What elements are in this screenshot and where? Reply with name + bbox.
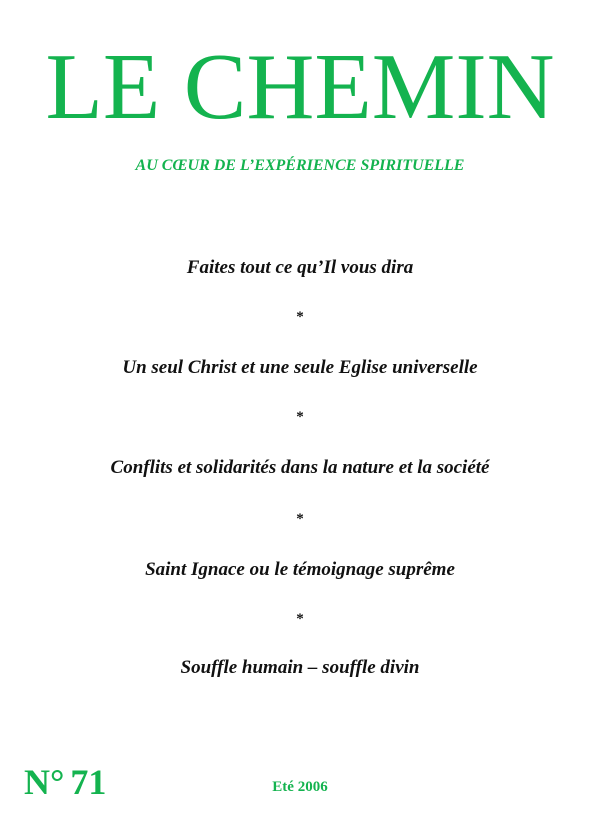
article-title: Conflits et solidarités dans la nature et la société xyxy=(110,457,490,478)
separator-asterisk: * xyxy=(296,409,304,425)
article-title: Souffle humain – souffle divin xyxy=(180,657,420,678)
issue-number-value: 71 xyxy=(70,762,107,802)
issue-label: N° xyxy=(24,762,65,802)
magazine-title: LE CHEMIN xyxy=(45,35,555,139)
separator-asterisk: * xyxy=(296,309,304,325)
magazine-subtitle: AU CŒUR DE L’EXPÉRIENCE SPIRITUELLE xyxy=(135,157,465,174)
article-title: Saint Ignace ou le témoignage suprême xyxy=(145,559,455,580)
article-title: Un seul Christ et une seule Eglise universelle xyxy=(122,357,478,378)
separator-asterisk: * xyxy=(296,511,304,527)
table-of-contents xyxy=(0,256,600,680)
separator-asterisk: * xyxy=(296,611,304,627)
article-title: Faites tout ce qu’Il vous dira xyxy=(186,257,414,278)
issue-season: Eté 2006 xyxy=(272,779,328,795)
